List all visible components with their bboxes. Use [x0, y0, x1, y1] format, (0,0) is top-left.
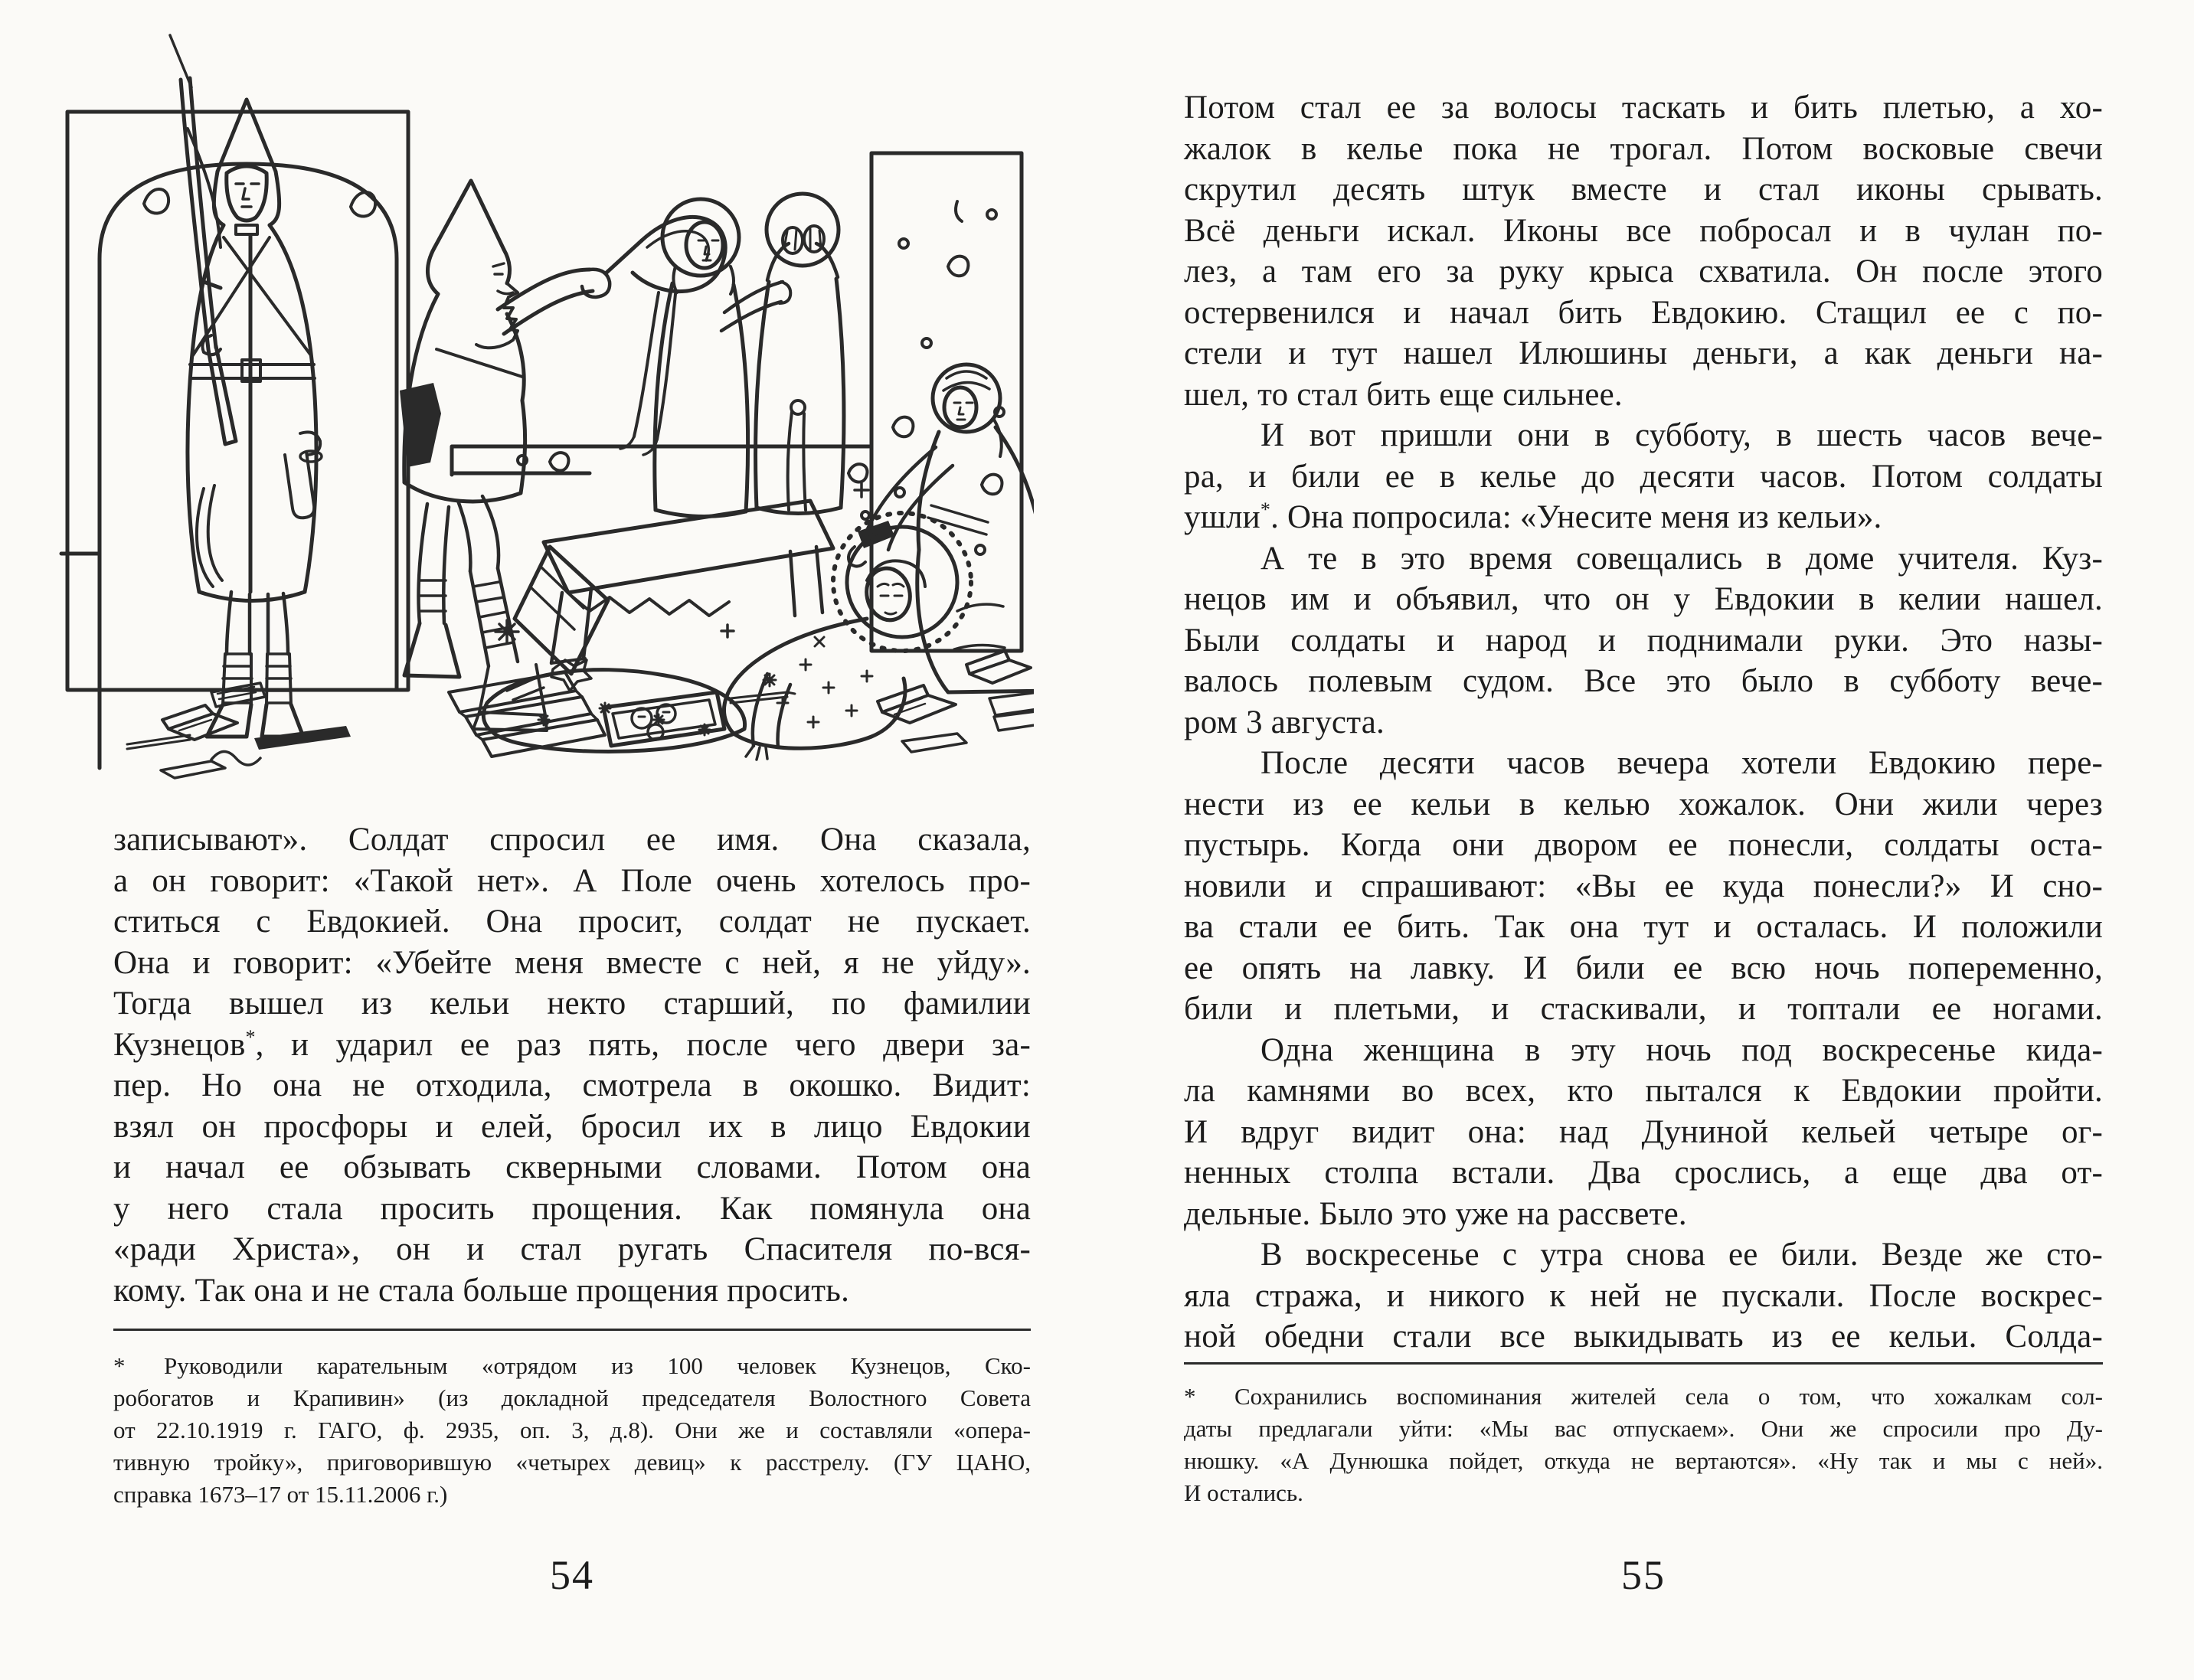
- text-segment: Сохранились воспоминания жителей села о том, что хожалкам сол-: [1234, 1383, 2103, 1410]
- text-line: новили и спрашивают: «Вы ее куда понесли?» И сно-: [1184, 868, 2103, 904]
- text-line: Одна женщина в эту ночь под воскресенье кида-: [1260, 1031, 2103, 1068]
- weeping-woman-1: [662, 199, 739, 276]
- page-number-left: 54: [550, 1552, 594, 1598]
- text-segment: ушли: [1184, 499, 1260, 535]
- text-line: валось полевым судом. Все это было в субботу вече-: [1184, 663, 2103, 699]
- footnote-separator: [113, 1329, 1031, 1331]
- text-line: ненных столпа встали. Два срослись, а еще два от-: [1184, 1155, 2103, 1191]
- text-segment: . Она попросила: «Унесите меня из кельи».: [1270, 499, 1882, 535]
- text-line: ее опять на лавку. И били ее всю ночь попеременно,: [1184, 949, 2103, 986]
- footnote-line: робогатов и Крапивин» (из докладной председателя Волостного Совета: [113, 1384, 1031, 1411]
- footnote-line: справка 1673–17 от 15.11.2006 г.): [113, 1481, 448, 1508]
- left-page-text: [113, 819, 1031, 1311]
- left-page-footnote: [113, 1350, 1031, 1511]
- footnote-marker: *: [1184, 1383, 1196, 1410]
- text-line: [1184, 497, 2103, 538]
- book-illustration: [54, 14, 1034, 780]
- text-line: жалок в келье пока не трогал. Потом восковые свечи: [1184, 130, 2103, 167]
- text-line: В воскресенье с утра снова ее били. Везде же сто-: [1260, 1237, 2103, 1273]
- helper-woman: [933, 364, 1000, 432]
- footnote-line: нюшку. «А Дунюшка пойдет, откуда не вертаются». «Ну так и мы с ней».: [1184, 1447, 2103, 1474]
- text-line: После десяти часов вечера хотели Евдокию пере-: [1260, 745, 2103, 781]
- soldier-2: [434, 181, 504, 250]
- text-line: Тогда вышел из кельи некто старший, по фамилии: [113, 985, 1031, 1021]
- text-line: записывают». Солдат спросил ее имя. Она сказала,: [113, 822, 1031, 858]
- text-line: пустырь. Когда они двором ее понесли, солдаты оста-: [1184, 827, 2103, 863]
- scattered-book: [162, 705, 237, 740]
- text-line: взял он просфоры и елей, бросил их в лицо Евдокии: [113, 1108, 1031, 1145]
- text-line: пер. Но она не отходила, смотрела в окошко. Видит:: [113, 1067, 1031, 1103]
- text-line: Потом стал ее за волосы таскать и бить плетью, а хо-: [1184, 90, 2103, 126]
- text-segment: Кузнецов: [113, 1026, 246, 1063]
- text-line: у него стала просить прощения. Как помянула она: [113, 1190, 1031, 1227]
- text-line: Всё деньги искал. Иконы все побросал и в чулан по-: [1184, 212, 2103, 249]
- footnote-line: тивную тройку», приговорившую «четырех девиц» к расстрелу. (ГУ ЦАНО,: [113, 1449, 1031, 1476]
- footnote-marker: *: [113, 1352, 126, 1379]
- footnote-separator: [1184, 1362, 2103, 1365]
- footnote-line: [1184, 1381, 2103, 1413]
- text-line: И вдруг видит она: над Дуниной кельей четыре ог-: [1184, 1113, 2103, 1150]
- footnote-marker: *: [1260, 498, 1271, 521]
- text-line: И вот пришли они в субботу, в шесть часов вече-: [1260, 417, 2103, 453]
- right-page-footnote: [1184, 1381, 2103, 1509]
- text-line: лез, а там его за руку крыса схватила. Он после этого: [1184, 253, 2103, 289]
- text-segment: Руководили карательным «отрядом из 100 человек Кузнецов, Ско-: [164, 1352, 1031, 1379]
- whip: [607, 240, 642, 273]
- footnote-line: И остались.: [1184, 1479, 1303, 1506]
- footnote-line: от 22.10.1919 г. ГАГО, ф. 2935, оп. 3, д.8). Они же и составляли «опера-: [113, 1417, 1031, 1443]
- text-line: скрутил десять штук вместе и стал иконы срывать.: [1184, 172, 2103, 208]
- text-line: Она и говорит: «Убейте меня вместе с ней, я не уйду».: [113, 944, 1031, 981]
- text-line: ва стали ее бить. Так она тут и осталась. И положили: [1184, 909, 2103, 945]
- text-segment: , и ударил ее раз пять, после чего двери за-: [255, 1026, 1031, 1063]
- text-line: ром 3 августа.: [1184, 704, 1385, 740]
- text-line: а он говорит: «Такой нет». А Поле очень хотелось про-: [113, 862, 1031, 899]
- text-line: яла стража, и никого к ней не пускали. После воскрес-: [1184, 1277, 2103, 1314]
- page-number-right: 55: [1621, 1552, 1666, 1598]
- text-line: ла камнями во всех, кто пытался к Евдокии пройти.: [1184, 1073, 2103, 1109]
- text-line: нести из ее кельи в келью хожалок. Они жили через: [1184, 786, 2103, 822]
- footnote-line: [113, 1350, 1031, 1382]
- text-line: нецов им и объявил, что он у Евдокии в келии нашел.: [1184, 581, 2103, 617]
- text-line: стели и тут нашел Илюшины деньги, а как деньги на-: [1184, 335, 2103, 371]
- text-line: кому. Так она и не стала больше прощения просить.: [113, 1272, 850, 1309]
- text-line: ра, и били ее в келье до десяти часов. Потом солдаты: [1184, 458, 2103, 495]
- text-line: Были солдаты и народ и поднимали руки. Это назы-: [1184, 622, 2103, 659]
- text-line: шел, то стал бить еще сильнее.: [1184, 376, 1623, 413]
- text-line: и начал ее обзывать скверными словами. Потом она: [113, 1149, 1031, 1185]
- right-page-text: [1184, 87, 2103, 1358]
- quilt: [483, 670, 744, 752]
- text-line: А те в это время совещались в доме учителя. Куз-: [1260, 540, 2103, 577]
- text-line: били и плетьми, и стаскивали, и топтали ее ногами.: [1184, 991, 2103, 1027]
- footnote-marker: *: [245, 1025, 256, 1048]
- text-line: [113, 1025, 1031, 1066]
- text-line: остервенился и начал бить Евдокию. Стащил ее с по-: [1184, 294, 2103, 331]
- scattered-book: [878, 685, 956, 723]
- text-line: ной обедни стали все выкидывать из ее кельи. Солда-: [1184, 1319, 2103, 1355]
- footnote-line: даты предлагали уйти: «Мы вас отпускаем». Они же спросили про Ду-: [1184, 1415, 2103, 1442]
- text-line: ститься с Евдокией. Она просит, солдат не пускает.: [113, 904, 1031, 940]
- text-line: «ради Христа», он и стал ругать Спасителя по-вся-: [113, 1231, 1031, 1267]
- icon-frame: [67, 112, 408, 690]
- text-line: дельные. Было это уже на рассвете.: [1184, 1195, 1687, 1232]
